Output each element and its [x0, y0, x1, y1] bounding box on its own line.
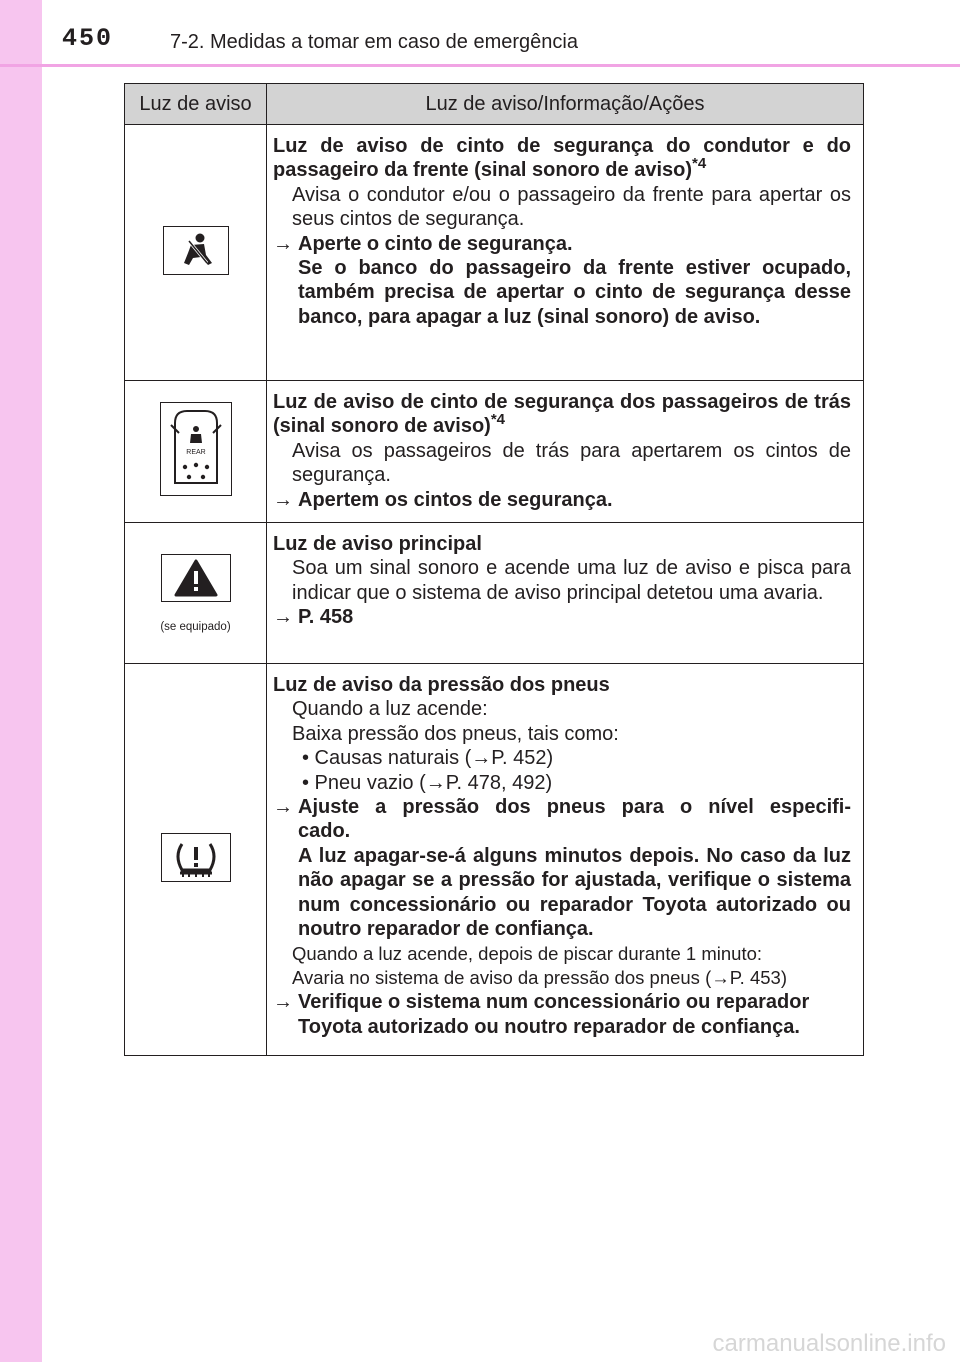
- condition-line: Quando a luz acende:: [292, 698, 488, 721]
- row-action-detail: Se o banco do passageiro da frente estiver ocupado, também precisa de apertar o cinto de segurança desse banco, para apagar a luz (sinal sonoro) de aviso.: [298, 257, 851, 328]
- row-description: Soa um sinal sonoro e acende uma luz de aviso e pisca para indicar que o sistema de aviso principal detetou uma avaria.: [292, 557, 851, 604]
- list-item: • Causas naturais (→P. 452): [302, 747, 554, 770]
- list-item: • Pneu vazio (→P. 478, 492): [302, 771, 553, 794]
- row-action-cont: cado.: [298, 820, 351, 843]
- row-title: Luz de aviso de cinto de segurança dos passageiros de trás (sinal sonoro de aviso): [273, 391, 851, 438]
- description-cell: [267, 125, 864, 381]
- table-header-row: [125, 84, 864, 125]
- row-title: Luz de aviso principal: [273, 533, 482, 556]
- side-tab-bar: [0, 0, 42, 1362]
- description-cell: [267, 523, 864, 664]
- icon-caption: (se equipado): [160, 620, 231, 633]
- chapter-title: 7-2. Medidas a tomar em caso de emergência: [170, 31, 578, 53]
- arrow-icon: →: [273, 796, 293, 819]
- arrow-icon: →: [273, 606, 293, 629]
- icon-cell: [125, 664, 267, 1056]
- row-description: Avisa os passageiros de trás para apertarem os cintos de segurança.: [292, 439, 851, 487]
- condition-line: Quando a luz acende, depois de piscar durante 1 minuto:: [292, 942, 763, 964]
- table-row: [125, 664, 864, 1056]
- icon-cell: [125, 381, 267, 523]
- tire-pressure-icon: [161, 833, 231, 882]
- rear-seatbelt-icon: [160, 402, 232, 496]
- master-warning-icon: [161, 554, 231, 602]
- row-action: Apertem os cintos de segurança.: [298, 488, 613, 511]
- col-header-info: Luz de aviso/Informação/Ações: [267, 84, 864, 125]
- row-action: Verifique o sistema num concessionário ou reparador: [298, 991, 810, 1014]
- condition-line: Baixa pressão dos pneus, tais como:: [292, 722, 619, 745]
- row-action-detail: A luz apagar-se-á alguns minutos depois. No caso da luz não apagar se a pressão for ajustada, verifique o sistema num concessionário ou reparador Toyota autorizado ou noutro reparador de confiança.: [298, 844, 851, 941]
- footnote-mark: *4: [692, 155, 707, 173]
- watermark: carmanualsonline.info: [712, 1330, 946, 1357]
- col-header-light: Luz de aviso: [125, 84, 267, 125]
- page-number: 450: [62, 24, 114, 53]
- warning-light-table: [124, 83, 864, 1056]
- arrow-icon: →: [273, 488, 293, 511]
- row-title: Luz de aviso de cinto de segurança do condutor e do passageiro da frente (sinal sonoro de aviso): [273, 135, 851, 182]
- page-reference: P. 458: [298, 606, 354, 629]
- row-action-cont: Toyota autorizado ou noutro reparador de confiança.: [298, 1015, 800, 1038]
- table-row: [125, 523, 864, 664]
- row-action: Aperte o cinto de segurança.: [298, 232, 573, 255]
- footnote-mark: *4: [490, 411, 506, 429]
- row-description: Avisa o condutor e/ou o passageiro da frente para apertar os seus cintos de segurança.: [292, 183, 851, 231]
- description-cell: [267, 664, 864, 1056]
- arrow-icon: →: [273, 991, 293, 1014]
- table-row: [125, 125, 864, 381]
- description-cell: [267, 381, 864, 523]
- table-row: [125, 381, 864, 523]
- seatbelt-driver-icon: [163, 226, 229, 275]
- header-divider: [0, 64, 960, 67]
- arrow-icon: →: [273, 232, 293, 255]
- condition-line: Avaria no sistema de aviso da pressão dos pneus (→P. 453): [292, 966, 787, 988]
- icon-cell: [125, 523, 267, 664]
- row-action: Ajuste a pressão dos pneus para o nível especifi-: [298, 796, 851, 819]
- rear-label: REAR: [185, 449, 206, 457]
- row-title: Luz de aviso da pressão dos pneus: [273, 674, 610, 697]
- icon-cell: [125, 125, 267, 381]
